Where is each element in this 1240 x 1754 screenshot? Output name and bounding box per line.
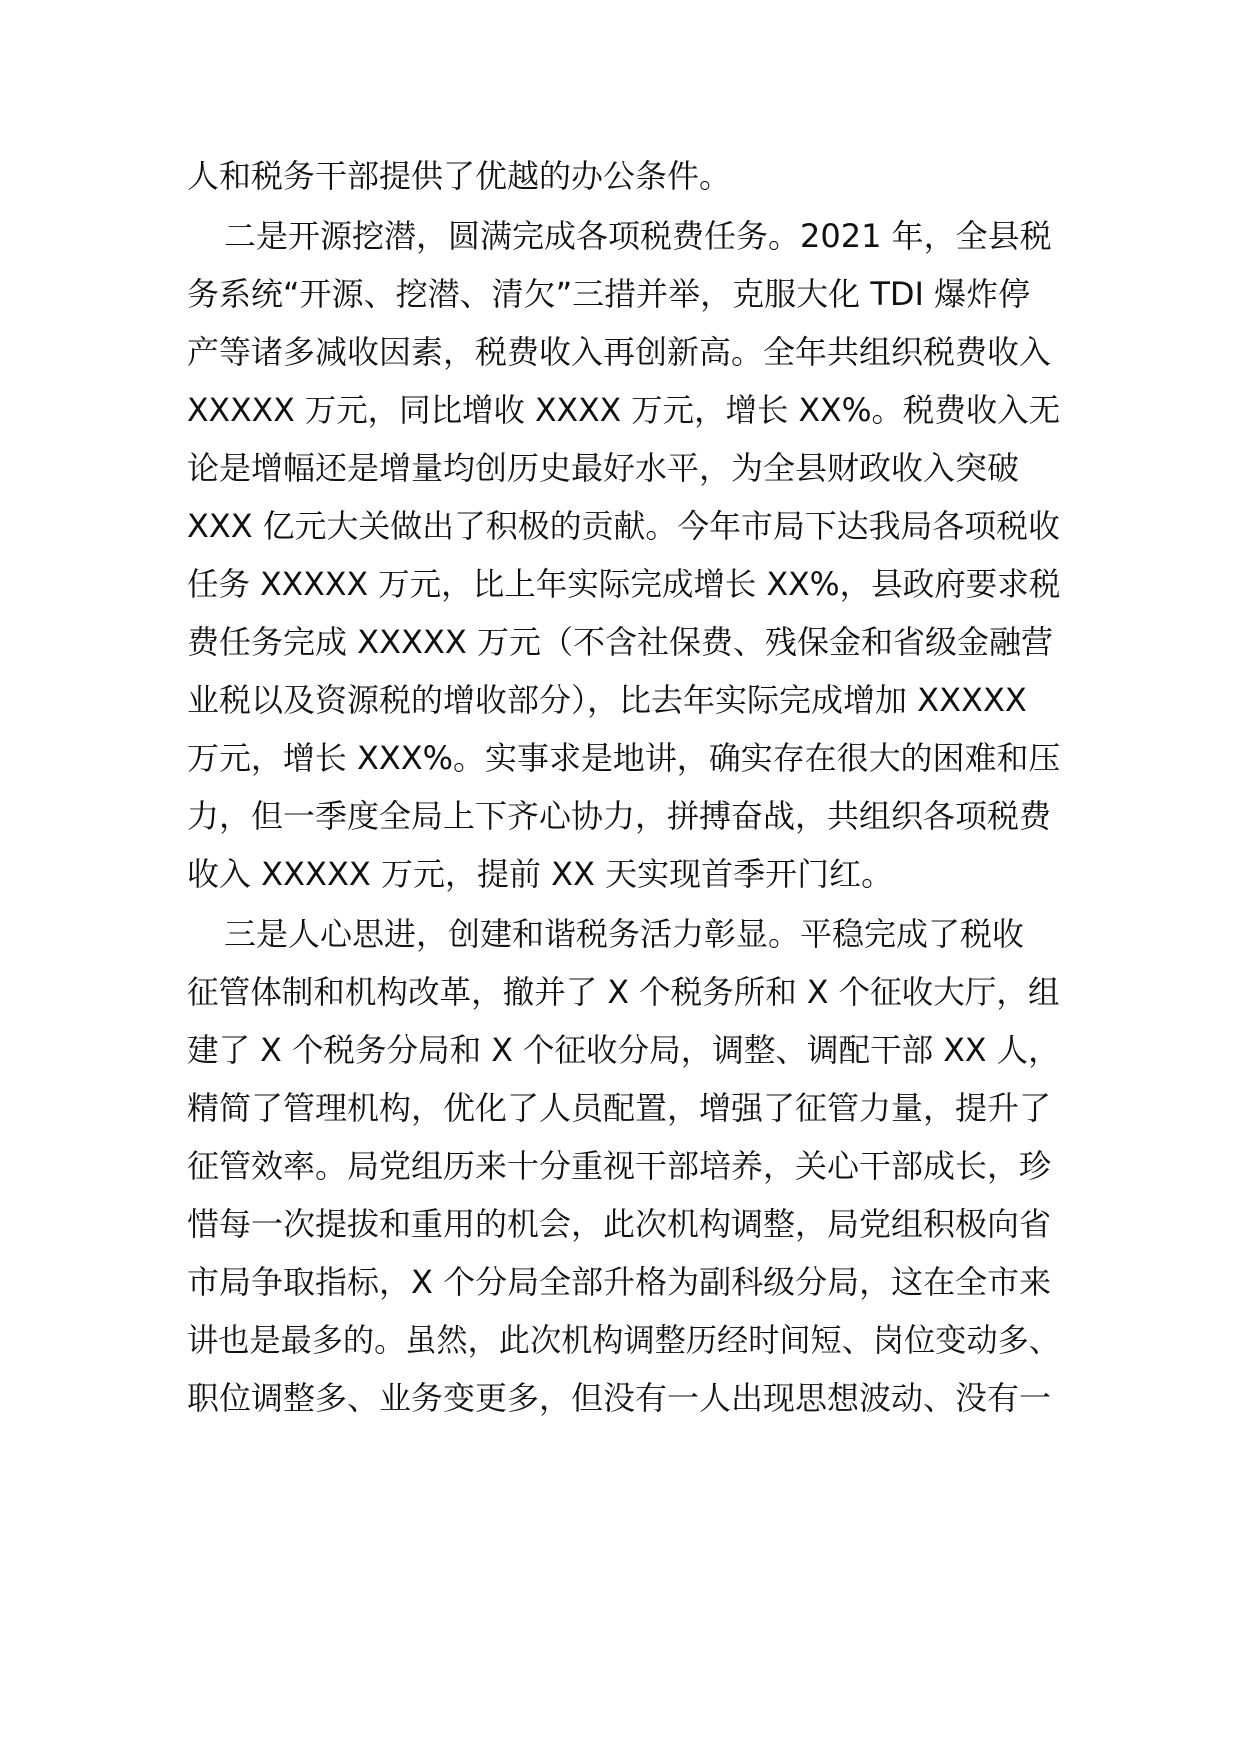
paragraph-first-line: 三是人心思进，创建和谐税务活力彰显。平稳完成了税收 bbox=[224, 915, 1025, 953]
text-line: 业税以及资源税的增收部分），比去年实际完成增加 XXXXX bbox=[187, 681, 1027, 719]
paragraph-first-line: 二是开源挖潜，圆满完成各项税费任务。2021 年，全县税 bbox=[224, 217, 1052, 255]
text-line: 征管体制和机构改革，撤并了 X 个税务所和 X 个征收大厅，组 bbox=[187, 973, 1060, 1011]
text-line: 费任务完成 XXXXX 万元（不含社保费、残保金和省级金融营 bbox=[187, 623, 1053, 661]
text-line: 产等诸多减收因素，税费收入再创新高。全年共组织税费收入 bbox=[187, 333, 1052, 371]
text-line: 务系统“开源、挖潜、清欠”三措并举，克服大化 TDI 爆炸停 bbox=[187, 275, 1031, 313]
text-line: 建了 X 个税务分局和 X 个征收分局，调整、调配干部 XX 人， bbox=[187, 1031, 1060, 1069]
text-line: 征管效率。局党组历来十分重视干部培养，关心干部成长，珍 bbox=[187, 1147, 1052, 1185]
text-line: 讲也是最多的。虽然，此次机构调整历经时间短、岗位变动多、 bbox=[187, 1321, 1060, 1359]
text-line: 万元，增长 XXX%。实事求是地讲，确实存在很大的困难和压 bbox=[187, 739, 1061, 777]
text-line: 人和税务干部提供了优越的办公条件。 bbox=[187, 157, 732, 195]
text-line: 收入 XXXXX 万元，提前 XX 天实现首季开门红。 bbox=[187, 855, 894, 893]
text-line: 精简了管理机构，优化了人员配置，增强了征管力量，提升了 bbox=[187, 1089, 1052, 1127]
text-line: 职位调整多、业务变更多，但没有一人出现思想波动、没有一 bbox=[187, 1379, 1052, 1417]
text-line: 市局争取指标，X 个分局全部升格为副科级分局，这在全市来 bbox=[187, 1263, 1052, 1301]
text-line: 惜每一次提拔和重用的机会，此次机构调整，局党组积极向省 bbox=[187, 1205, 1052, 1243]
text-line: XXX 亿元大关做出了积极的贡献。今年市局下达我局各项税收 bbox=[187, 507, 1060, 545]
text-line: XXXXX 万元，同比增收 XXXX 万元，增长 XX%。税费收入无 bbox=[187, 391, 1061, 429]
text-line: 力，但一季度全局上下齐心协力，拼搏奋战，共组织各项税费 bbox=[187, 797, 1052, 835]
text-line: 任务 XXXXX 万元，比上年实际完成增长 XX%，县政府要求税 bbox=[187, 565, 1061, 603]
text-line: 论是增幅还是增量均创历史最好水平，为全县财政收入突破 bbox=[187, 449, 1020, 487]
